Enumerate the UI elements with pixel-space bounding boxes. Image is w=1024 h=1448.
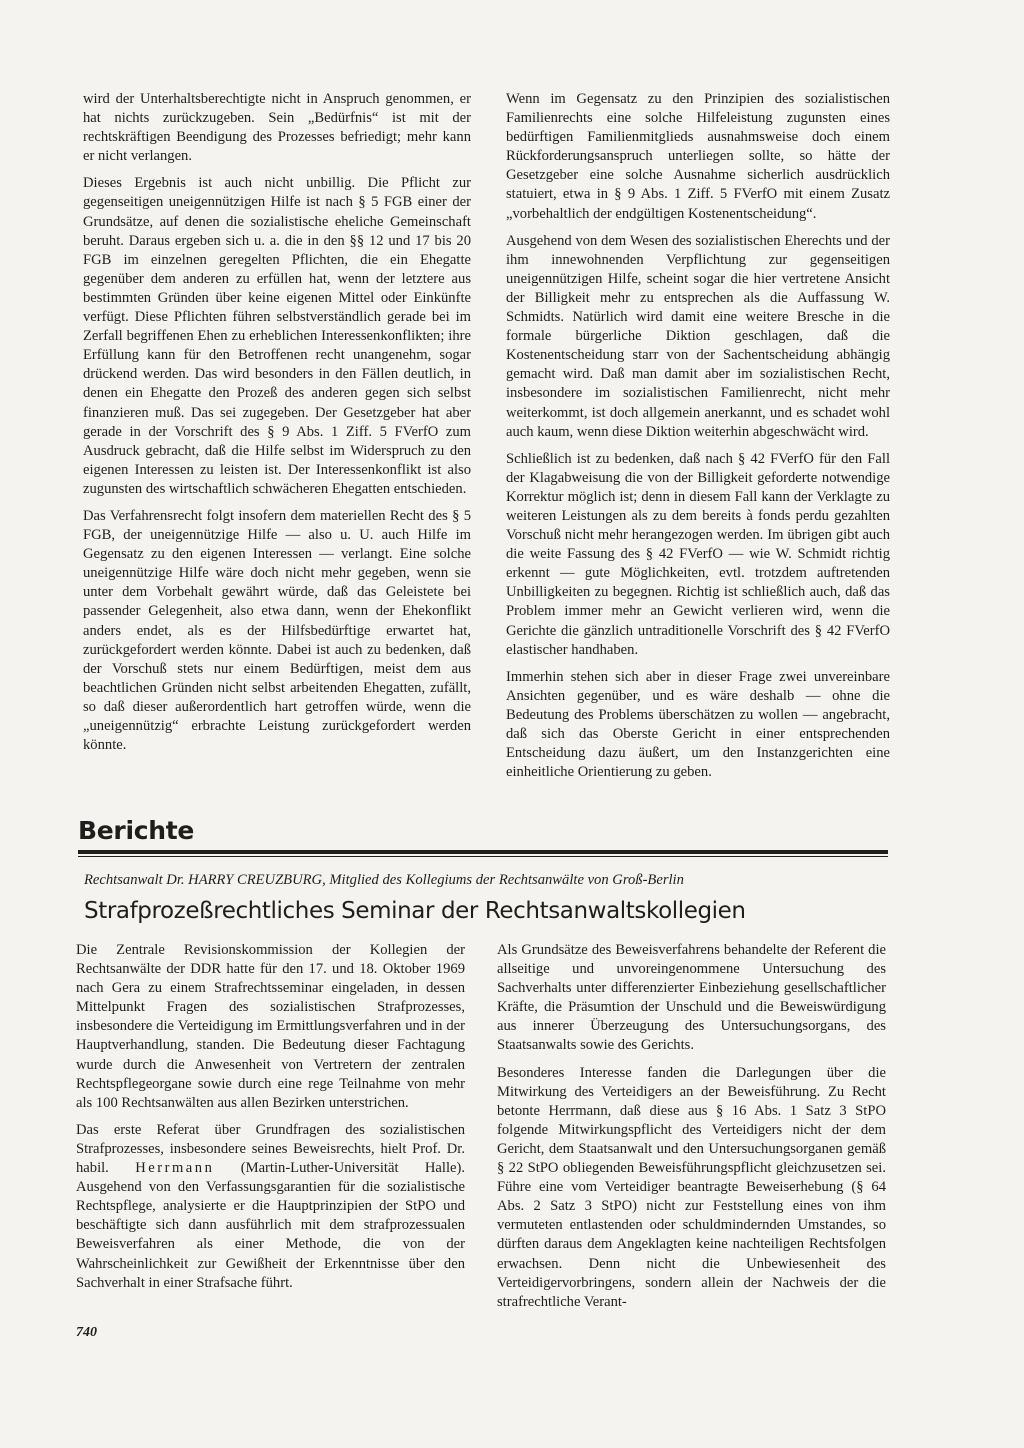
paragraph-text: (Martin-Luther-Universität Halle). Ausgehend von den Verfassungsgarantien für die sozialistische Rechtspflege, analysierte er die Hauptprinzipien der StPO und beschäftigte sich dann ausführlich mit dem strafprozessualen Beweisverfahren als einer Methode, die von der Wahrscheinlichkeit zur Gewißheit der Erkenntnisse über den Sachverhalt in einer Strafsache führt. <box>76 1160 465 1291</box>
paragraph: Wenn im Gegensatz zu den Prinzipien des sozialistischen Familienrechts eine solche Hilfeleistung zugunsten eines bedürftigen Familienmitglieds ausnahmsweise doch einem Rückforderungsanspruch unterliegen sollte, so hätte der Gesetzgeber eine solche Ausnahme sicherlich ausdrücklich statuiert, etwa in § 9 Abs. 1 Ziff. 5 FVerfO mit einem Zusatz „vorbehaltlich der endgültigen Kostenentscheidung“. <box>506 91 890 222</box>
section-rule <box>78 850 888 854</box>
bottom-right-column <box>497 941 886 1320</box>
paragraph <box>76 1121 465 1293</box>
article-title: Strafprozeßrechtliches Seminar der Rechtsanwaltskollegien <box>84 898 746 924</box>
section-rule-thin <box>78 856 888 857</box>
paragraph: Besonderes Interesse fanden die Darlegungen über die Mitwirkung des Verteidigers an der Beweisführung. Zu Recht betonte Herrmann, daß diese aus § 16 Abs. 1 Satz 3 StPO folgende Mitwirkungspflicht des Verteidigers nicht der dem Gericht, dem Staatsanwalt und den Untersuchungsorganen gemäß § 22 StPO obliegenden Beweisführungspflicht gleichzusetzen sei. Führe eine vom Verteidiger beantragte Beweiserhebung (§ 64 Abs. 2 Satz 3 StPO) nicht zur Feststellung eines von ihm vermuteten entlastenden oder schuldmindernden Umstandes, so dürften daraus dem Angeklagten keine nachteiligen Rechtsfolgen erwachsen. Denn nicht die Unbewiesenheit des Verteidigervorbringens, sondern allein der Nachweis der die strafrechtliche Verant- <box>497 1064 886 1310</box>
paragraph: wird der Unterhaltsberechtigte nicht in Anspruch genommen, er hat nichts zurückzugeben. Sein „Bedürfnis“ ist mit der rechtskräftigen Beendigung des Prozesses befriedigt; mehr kann er nicht verlangen. <box>83 91 471 165</box>
author-byline: Rechtsanwalt Dr. HARRY CREUZBURG, Mitglied des Kollegiums der Rechtsanwälte von Groß-Berlin <box>84 872 684 888</box>
bottom-left-column <box>76 941 465 1301</box>
spaced-name: Herrmann <box>135 1160 215 1177</box>
paragraph: Als Grundsätze des Beweisverfahrens behandelte der Referent die allseitige und unvoreingenommene Untersuchung des Sachverhalts unter differenzierter Einbeziehung gesellschaftlicher Kräfte, die Präsumtion der Unschuld und die Beweiswürdigung aus innerer Überzeugung des Untersuchungsorgans, des Staatsanwalts sowie des Gerichts. <box>497 942 886 1054</box>
paragraph: Dieses Ergebnis ist auch nicht unbillig. Die Pflicht zur gegenseitigen uneigennützigen Hilfe ist nach § 5 FGB einer der Grundsätze, auf denen die sozialistische eheliche Gemeinschaft beruht. Daraus ergeben sich u. a. die in den §§ 12 und 17 bis 20 FGB im einzelnen geregelten Pflichten, die ein Ehegatte gegenüber dem anderen zu erfüllen hat, wenn der letztere aus bestimmten Gründen über keine eigenen Mittel oder Einkünfte verfügt. Diese Pflichten führen selbstverständlich gerade bei im Zerfall begriffenen Ehen zu erheblichen Interessenkonflikten; ihre Erfüllung kann für den Betroffenen recht unangenehm, sogar drückend werden. Das wird besonders in den Fällen deutlich, in denen ein Ehegatte den Prozeß des anderen gegen sich selbst finanzieren muß. Das sei zugegeben. Der Gesetzgeber hat aber gerade in der Vorschrift des § 9 Abs. 1 Ziff. 5 FVerfO zum Ausdruck gebracht, daß die Hilfe selbst im Widerspruch zu den eigenen Interessen zu leisten ist. Der Interessenkonflikt ist also zugunsten des wirtschaftlich schwächeren Ehegatten entschieden. <box>83 175 471 497</box>
paragraph: Schließlich ist zu bedenken, daß nach § 42 FVerfO für den Fall der Klagabweisung die von der Billigkeit geforderte notwendige Korrektur möglich ist; denn in diesem Fall kann der Verklagte zu weiteren Leistungen als zu dem bereits à fonds perdu gezahlten Vorschuß nicht mehr herangezogen werden. Im übrigen gibt auch die weite Fassung des § 42 FVerfO — wie W. Schmidt richtig erkennt — gute Möglichkeiten, evtl. trotzdem auftretenden Unbilligkeiten zu begegnen. Richtig ist schließlich auch, daß das Problem immer mehr an Gewicht verlieren wird, wenn die Gerichte die gänzlich untraditionelle Vorschrift des § 42 FVerfO elastischer handhaben. <box>506 450 890 658</box>
top-right-column <box>506 90 890 790</box>
paragraph-text: Das erste Referat über Grundfragen des sozialistischen Strafprozesses, insbesondere seines Beweisrechts, hielt Prof. Dr. habil. <box>76 1121 465 1177</box>
paragraph: Immerhin stehen sich aber in dieser Frage zwei unvereinbare Ansichten gegenüber, und es wäre deshalb — ohne die Bedeutung des Problems überschätzen zu wollen — angebracht, daß sich das Oberste Gericht in einer entsprechenden Entscheidung dazu äußert, um den Instanzgerichten eine einheitliche Orientierung zu geben. <box>506 668 890 781</box>
top-left-column <box>83 90 471 763</box>
paragraph: Das Verfahrensrecht folgt insofern dem materiellen Recht des § 5 FGB, der uneigennützige Hilfe — also u. U. auch Hilfe im Gegensatz zu den eigenen Interessen — verlangt. Eine solche uneigennützige Hilfe wäre doch nicht mehr gegeben, wenn sie unter dem Vorbehalt gewährt würde, daß das Geleistete bei passender Gelegenheit, also etwa dann, wenn der Ehekonflikt anders endet, als es der Hilfsbedürftige erwartet hat, zurückgefordert werden könnte. Dabei ist auch zu bedenken, daß der Vorschuß stets nur einem Bedürftigen, meist dem aus beachtlichen Gründen nicht selbst arbeitenden Ehegatten, zufällt, so daß dieser außerordentlich hart getroffen würde, wenn die „uneigennützig“ erbrachte Leistung zurückgefordert werden könnte. <box>83 507 471 754</box>
paragraph: Ausgehend von dem Wesen des sozialistischen Eherechts und der ihm innewohnenden Verpflichtung zur gegenseitigen uneigennützigen Hilfe, scheint sogar die hier vertretene Ansicht der Billigkeit mehr zu entsprechen als die Auffassung W. Schmidts. Natürlich wird damit eine weitere Bresche in die formale bürgerliche Diktion geschlagen, daß die Kostenentscheidung starr von der Sachentscheidung abhängig gemacht wird. Daß man damit aber im sozialistischen Recht, insbesondere im sozialistischen Familienrecht, nicht mehr weiterkommt, ist doch allgemein anerkannt, und es schadet wohl auch kaum, wenn diese Diktion weiterhin abgeschwächt wird. <box>506 232 890 440</box>
page-number: 740 <box>76 1325 97 1340</box>
paragraph: Die Zentrale Revisionskommission der Kollegien der Rechtsanwälte der DDR hatte für den 17. und 18. Oktober 1969 nach Gera zu einem Strafrechtsseminar eingeladen, in dessen Mittelpunkt Fragen des sozialistischen Strafprozesses, insbesondere die Verteidigung im Ermittlungsverfahren und in der Hauptverhandlung, standen. Die Bedeutung dieser Fachtagung wurde durch die Anwesenheit von Vertretern der zentralen Rechtspflegeorgane sowie durch eine rege Teilnahme von mehr als 100 Rechtsanwälten aus allen Bezirken unterstrichen. <box>76 942 465 1111</box>
section-heading: Berichte <box>78 816 195 845</box>
